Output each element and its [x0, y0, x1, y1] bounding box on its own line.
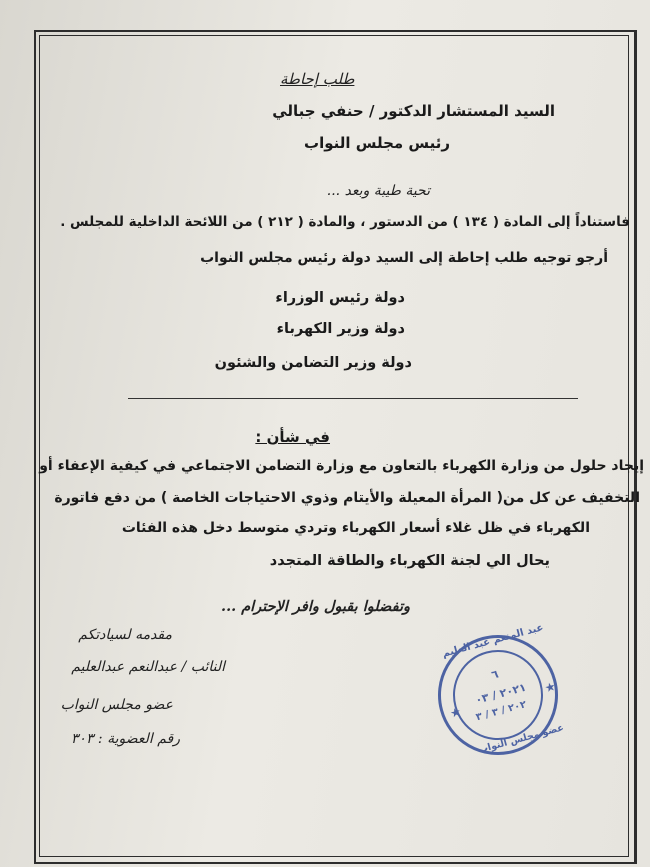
addressee: السيد المستشار الدكتور / حنفي جبالي: [272, 102, 555, 120]
request-line: أرجو توجيه طلب إحاطة إلى السيد دولة رئيس مجلس النواب: [200, 250, 608, 266]
section-divider: [128, 398, 578, 399]
subject-line-2: التخفيف عن كل من( المرأة المعيلة والأيتام وذوي الاحتياجات الخاصة ) من دفع فاتورة: [54, 490, 640, 506]
subject-line-3: الكهرباء في ظل غلاء أسعار الكهرباء وتردي متوسط دخل هذه الفئات: [121, 520, 590, 536]
referral: يحال الي لجنة الكهرباء والطاقة المتجدد: [269, 553, 550, 569]
legal-basis: فاستناداً إلى المادة ( ١٣٤ ) من الدستور ، والمادة ( ٢١٢ ) من اللائحة الداخلية للمجلس .: [60, 214, 630, 230]
stamp-star-icon: ★: [448, 704, 463, 721]
signature-line-4: رقم العضوية : ٣٠٣: [70, 731, 180, 747]
document-title: طلب إحاطة: [280, 70, 355, 88]
closing: وتفضلوا بقبول وافر الإحترام ...: [221, 598, 410, 615]
recipient-2: دولة وزير الكهرباء: [276, 321, 405, 337]
signature-line-2: النائب / عبدالنعم عبدالعليم: [71, 659, 225, 675]
greeting: تحية طيبة وبعد ...: [326, 183, 430, 199]
recipient-3: دولة وزير التضامن والشئون: [214, 355, 412, 371]
stamp-bottom-text: عضو مجلس النواب: [477, 722, 566, 756]
recipient-1: دولة رئيس الوزراء: [275, 290, 405, 306]
subject-heading: في شأن :: [255, 428, 330, 446]
signature-line-3: عضو مجلس النواب: [60, 697, 173, 713]
addressee-title: رئيس مجلس النواب: [304, 134, 450, 152]
subject-line-1: إيجاد حلول من وزارة الكهرباء بالتعاون مع وزارة التضامن الاجتماعي في كيفية الإعفاء أو: [39, 458, 644, 474]
stamp-date: ٢٠٢١ / ٠٣: [473, 680, 528, 707]
signature-line-1: مقدمه لسيادتكم: [78, 627, 172, 643]
stamp-number: ٦: [490, 667, 500, 682]
stamp-star-icon: ★: [543, 679, 558, 696]
stamp-outer-text: عبد المنعم عبد العليم: [441, 622, 545, 660]
stamp-sub: ٢٠٢ / ٣ / ٣: [474, 699, 528, 724]
